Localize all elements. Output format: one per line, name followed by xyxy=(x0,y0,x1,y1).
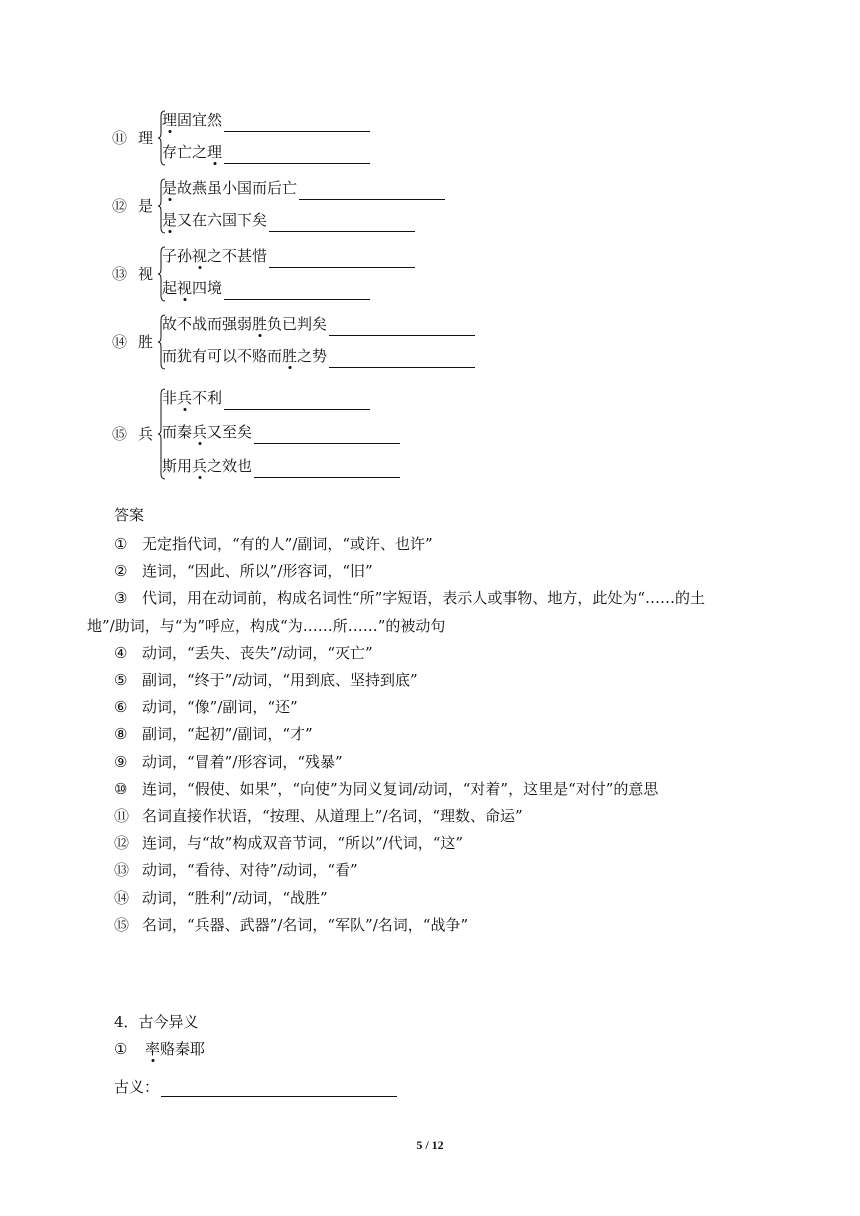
section-item xyxy=(114,1038,205,1059)
group-word: 兵 xyxy=(138,424,154,443)
group-number: ⑭ xyxy=(112,332,128,351)
answer-blank[interactable] xyxy=(269,249,415,268)
answer-text: 动词，“胜利”/动词，“战胜” xyxy=(142,888,328,907)
answer-blank[interactable] xyxy=(329,317,475,336)
group-item xyxy=(162,344,475,368)
group-number: ⑪ xyxy=(112,128,128,147)
item-text-post: 之效也 xyxy=(207,457,253,475)
answer-blank[interactable] xyxy=(161,1078,397,1097)
section-title: 4．古今异义 xyxy=(114,1013,199,1031)
answer-text: 代词，用在动词前，构成名词性“所”字短语，表示人或事物、地方，此处为“……的土 xyxy=(142,589,706,608)
answer-text: 动词，“丢失、丧失”/动词，“灭亡” xyxy=(142,643,373,662)
emphasis-char: 是 xyxy=(162,211,178,229)
answer-text: 动词，“冒着”/形容词，“残暴” xyxy=(142,752,343,771)
group-word: 是 xyxy=(138,196,154,215)
answer-line xyxy=(114,586,705,610)
item-text-pre: 故不战而强弱 xyxy=(162,315,253,333)
group-item xyxy=(162,420,400,444)
answer-line xyxy=(114,886,328,910)
emphasis-char: 是 xyxy=(162,179,178,197)
group-number: ⑫ xyxy=(112,196,128,215)
answer-line xyxy=(114,913,468,937)
emphasis-char: 视 xyxy=(192,247,208,265)
answer-number: ⑩ xyxy=(114,779,128,798)
answer-line xyxy=(87,614,445,638)
answer-line xyxy=(114,695,298,719)
answer-line xyxy=(114,532,433,556)
answer-number: ⑮ xyxy=(114,915,130,934)
answer-text: 地”/助词，与“为”呼应，构成“为……所……”的被动句 xyxy=(87,616,446,635)
answer-number: ⑥ xyxy=(114,698,128,717)
answer-line xyxy=(114,831,463,855)
answer-line xyxy=(114,668,418,692)
answer-text: 无定指代词，“有的人”/副词，“或许、也许” xyxy=(142,535,433,553)
group-number: ⑮ xyxy=(112,424,128,443)
group-item xyxy=(162,454,400,478)
answer-blank[interactable] xyxy=(224,281,370,300)
group-item xyxy=(162,208,415,232)
gu-yi-line xyxy=(114,1076,397,1097)
answer-line xyxy=(114,722,313,746)
answer-line xyxy=(114,777,658,801)
item-text-pre: 斯用 xyxy=(162,457,193,475)
answer-blank[interactable] xyxy=(224,391,370,410)
group-label xyxy=(112,193,162,217)
group-item xyxy=(162,276,370,300)
group-item xyxy=(162,386,370,410)
item-text-post: 之势 xyxy=(297,347,328,365)
answer-blank[interactable] xyxy=(254,459,400,478)
group-label xyxy=(112,329,162,353)
answers-heading: 答案 xyxy=(114,506,145,524)
item-text-post: 赂秦耶 xyxy=(160,1040,206,1058)
answer-text: 动词，“像”/副词，“还” xyxy=(142,698,298,717)
group-item xyxy=(162,244,415,268)
answer-number: ⑨ xyxy=(114,752,128,771)
answer-number: ⑤ xyxy=(114,671,128,689)
emphasis-char: 理 xyxy=(162,111,178,129)
emphasis-char: 率 xyxy=(145,1040,161,1058)
answer-line xyxy=(114,858,358,882)
answer-number: ④ xyxy=(114,643,128,662)
group-number: ⑬ xyxy=(112,264,128,283)
item-number: ① xyxy=(114,1040,128,1058)
item-text-post: 负已判矣 xyxy=(267,315,328,333)
answer-number: ⑬ xyxy=(114,861,130,880)
item-text-pre: 存亡之 xyxy=(162,143,208,161)
item-text-post: 又在六国下矣 xyxy=(177,211,268,229)
answer-line xyxy=(114,559,373,583)
answer-number: ① xyxy=(114,535,128,553)
answer-blank[interactable] xyxy=(224,145,370,164)
emphasis-char: 兵 xyxy=(177,389,193,407)
group-label xyxy=(112,421,162,445)
answer-text: 连词，“因此、所以”/形容词，“旧” xyxy=(142,562,373,581)
item-text-post: 固宜然 xyxy=(177,111,223,129)
group-word: 理 xyxy=(138,128,154,147)
item-text-pre: 而犹有可以不赂而 xyxy=(162,347,283,365)
answer-line xyxy=(114,641,373,665)
item-text-pre: 非 xyxy=(162,389,178,407)
item-text-post: 又至矣 xyxy=(207,423,253,441)
group-item xyxy=(162,176,445,200)
answer-blank[interactable] xyxy=(299,181,445,200)
answer-text: 副词，“终于”/动词，“用到底、坚持到底” xyxy=(142,671,418,689)
emphasis-char: 胜 xyxy=(282,347,298,365)
answer-number: ② xyxy=(114,562,128,581)
emphasis-char: 兵 xyxy=(192,457,208,475)
page-number: 5 / 12 xyxy=(416,1138,444,1152)
group-word: 视 xyxy=(138,264,154,283)
item-text-pre: 而秦 xyxy=(162,423,193,441)
answer-blank[interactable] xyxy=(254,425,400,444)
answer-number: ⑫ xyxy=(114,834,130,853)
group-word: 胜 xyxy=(138,332,154,351)
group-label xyxy=(112,125,162,149)
group-item xyxy=(162,140,370,164)
group-item xyxy=(162,108,370,132)
answer-text: 连词，与“故”构成双音节词，“所以”/代词，“这” xyxy=(142,834,464,853)
item-text-pre: 子孙 xyxy=(162,247,193,265)
answer-blank[interactable] xyxy=(269,213,415,232)
emphasis-char: 视 xyxy=(177,279,193,297)
answer-text: 副词，“起初”/副词，“才” xyxy=(142,725,313,744)
answer-number: ⑪ xyxy=(114,807,130,825)
item-text-post: 故燕虽小国而后亡 xyxy=(177,179,298,197)
answer-text: 连词，“假使、如果”，“向使”为同义复词/动词，“对着”，这里是“对付”的意思 xyxy=(142,779,659,798)
emphasis-char: 理 xyxy=(207,143,223,161)
answer-number: ⑧ xyxy=(114,725,128,744)
answer-blank[interactable] xyxy=(329,349,475,368)
item-text-post: 之不甚惜 xyxy=(207,247,268,265)
gu-yi-label: 古义： xyxy=(114,1078,160,1096)
answer-number: ⑭ xyxy=(114,888,130,907)
answer-text: 名词直接作状语，“按理、从道理上”/名词，“理数、命运” xyxy=(142,807,523,825)
emphasis-char: 胜 xyxy=(252,315,268,333)
group-item xyxy=(162,312,475,336)
answer-blank[interactable] xyxy=(224,113,370,132)
answer-text: 名词，“兵器、武器”/名词，“军队”/名词，“战争” xyxy=(142,915,469,934)
answer-line xyxy=(114,750,343,774)
answer-text: 动词，“看待、对待”/动词，“看” xyxy=(142,861,358,880)
group-label xyxy=(112,261,162,285)
answer-line xyxy=(114,804,523,828)
emphasis-char: 兵 xyxy=(192,423,208,441)
answer-number: ③ xyxy=(114,589,128,608)
item-text-post: 不利 xyxy=(192,389,223,407)
item-text-post: 四境 xyxy=(192,279,223,297)
item-text-pre: 起 xyxy=(162,279,178,297)
